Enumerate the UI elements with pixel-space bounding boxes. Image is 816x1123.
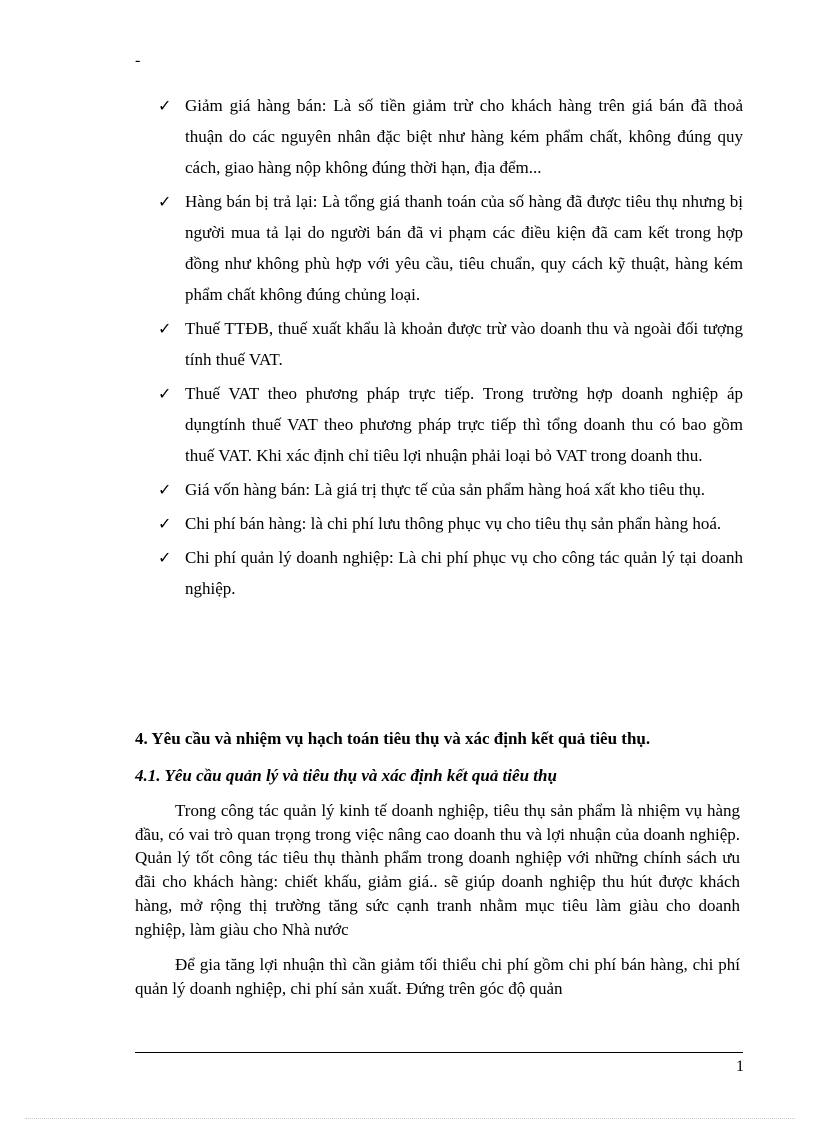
list-item-text: Giá vốn hàng bán: Là giá trị thực tế của sản phẩm hàng hoá xất kho tiêu thụ.: [185, 480, 706, 499]
page-number: 1: [736, 1058, 744, 1075]
list-item-text: Hàng bán bị trả lại: Là tổng giá thanh toán của số hàng đã được tiêu thụ nhưng bị người mua tả lại do người bán đã vi phạm các điều kiện đã cam kết trong hợp đồng như không phù hợp với yêu cầu, tiêu chuẩn, quy cách kỹ thuật, hàng kém phẩm chất không đúng chủng loại.: [185, 192, 743, 304]
body-paragraph: Trong công tác quản lý kinh tế doanh nghiệp, tiêu thụ sản phẩm là nhiệm vụ hàng đầu, có vai trò quan trọng trong việc nâng cao doanh thu và lợi nhuận của doanh nghiệp. Quản lý tốt công tác tiêu thụ thành phẩm trong doanh nghiệp với những chính sách ưu đãi cho khách hàng: chiết khấu, giảm giá.. sẽ giúp doanh nghiệp thu hút được khách hàng, mở rộng thị trường tăng sức cạnh tranh nhằm mục tiêu làm giàu cho doanh nghiệp, làm giàu cho Nhà nước: [135, 801, 740, 939]
list-item: [158, 474, 743, 505]
body-paragraph: Để gia tăng lợi nhuận thì cần giảm tối thiểu chi phí gồm chi phí bán hàng, chi phí quản lý doanh nghiệp, chi phí sản xuất. Đứng trên góc độ quản: [135, 955, 740, 998]
check-mark-icon: ✓: [158, 319, 172, 338]
list-item: [158, 186, 743, 310]
list-item: [158, 508, 743, 539]
subsection-heading: 4.1. Yêu cầu quản lý và tiêu thụ và xác định kết quả tiêu thụ: [135, 766, 557, 785]
section-heading: 4. Yêu cầu và nhiệm vụ hạch toán tiêu thụ và xác định kết quả tiêu thụ.: [135, 729, 651, 748]
list-item-text: Thuế TTĐB, thuế xuất khẩu là khoản được trừ vào doanh thu và ngoài đối tượng tính thuế VAT.: [185, 319, 743, 369]
list-item: [158, 90, 743, 183]
list-item-text: Chi phí bán hàng: là chi phí lưu thông phục vụ cho tiêu thụ sản phẩn hàng hoá.: [185, 514, 722, 533]
check-mark-icon: ✓: [158, 96, 172, 115]
check-mark-icon: ✓: [158, 548, 172, 567]
list-item-text: Chi phí quản lý doanh nghiệp: Là chi phí phục vụ cho công tác quản lý tại doanh nghiệp.: [185, 548, 743, 598]
top-dash-mark: -: [135, 52, 141, 69]
list-item-text: Thuế VAT theo phương pháp trực tiếp. Trong trường hợp doanh nghiệp áp dụngtính thuế VAT theo phương pháp trực tiếp thì tổng doanh thu có bao gồm thuế VAT. Khi xác định chỉ tiêu lợi nhuận phải loại bỏ VAT trong doanh thu.: [185, 384, 743, 465]
list-item: [158, 378, 743, 471]
check-mark-icon: ✓: [158, 514, 172, 533]
list-item: [158, 313, 743, 375]
list-item-text: Giảm giá hàng bán: Là số tiền giảm trừ cho khách hàng trên giá bán đã thoả thuận do các nguyên nhân đặc biệt như hàng kém phẩm chất, không đúng quy cách, giao hàng nộp không đúng thời hạn, địa đểm...: [185, 96, 743, 177]
page-edge-divider: [25, 1118, 795, 1119]
check-mark-icon: ✓: [158, 384, 172, 403]
list-item: [158, 542, 743, 604]
check-mark-icon: ✓: [158, 480, 172, 499]
check-mark-icon: ✓: [158, 192, 172, 211]
footer-divider: [135, 1052, 743, 1053]
checklist: [158, 90, 743, 607]
